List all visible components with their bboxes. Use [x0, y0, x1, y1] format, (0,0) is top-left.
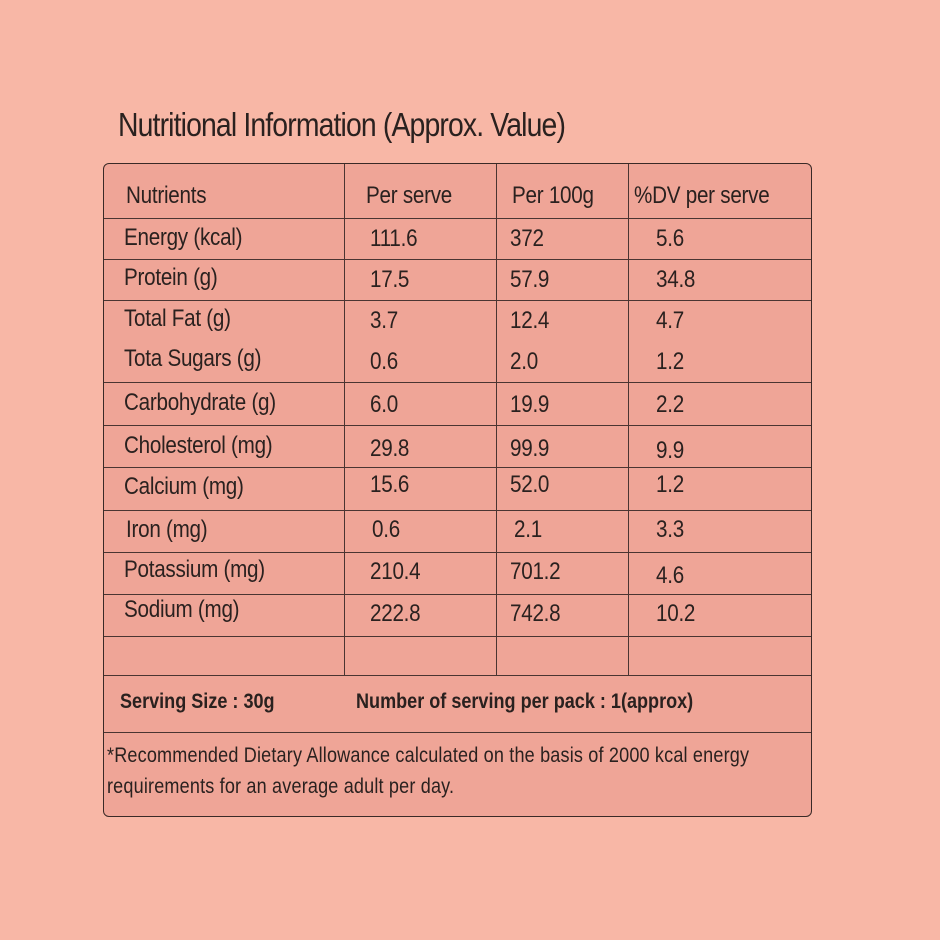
row-divider — [104, 382, 811, 383]
page-title: Nutritional Information (Approx. Value) — [118, 106, 566, 143]
per-serve-value: 111.6 — [370, 225, 418, 252]
dv-value: 10.2 — [656, 600, 696, 627]
row-divider — [104, 552, 811, 553]
per-100g-value: 99.9 — [510, 435, 550, 462]
per-serve-value: 29.8 — [370, 435, 410, 462]
dv-value: 34.8 — [656, 266, 696, 293]
nutrient-name: Calcium (mg) — [124, 473, 244, 500]
dv-value: 2.2 — [656, 391, 684, 418]
row-divider — [104, 594, 811, 595]
row-divider — [104, 218, 811, 219]
row-divider — [104, 425, 811, 426]
per-100g-value: 372 — [510, 225, 544, 252]
per-serve-value: 15.6 — [370, 471, 410, 498]
per-100g-value: 19.9 — [510, 391, 550, 418]
per-serve-value: 210.4 — [370, 558, 421, 585]
dv-value: 1.2 — [656, 348, 684, 375]
row-divider — [104, 732, 811, 733]
per-serve-value: 6.0 — [370, 391, 398, 418]
dv-value: 4.7 — [656, 307, 684, 334]
nutrient-name: Tota Sugars (g) — [124, 345, 262, 372]
nutrient-name: Potassium (mg) — [124, 556, 265, 583]
row-divider — [104, 510, 811, 511]
dietary-allowance-note: *Recommended Dietary Allowance calculated on the basis of 2000 kcal energy requirements for an average adult per day. — [107, 744, 750, 798]
per-100g-value: 52.0 — [510, 471, 550, 498]
column-divider — [496, 164, 497, 675]
nutrient-name: Cholesterol (mg) — [124, 432, 273, 459]
header-dv-per-serve: %DV per serve — [634, 182, 770, 209]
per-100g-value: 742.8 — [510, 600, 561, 627]
per-serve-value: 3.7 — [370, 307, 398, 334]
header-per-100g: Per 100g — [512, 182, 594, 209]
dv-value: 5.6 — [656, 225, 684, 252]
dv-value: 1.2 — [656, 471, 684, 498]
serving-size: Serving Size : 30g — [120, 690, 275, 713]
per-100g-value: 2.1 — [514, 516, 542, 543]
dv-value: 4.6 — [656, 562, 684, 589]
header-nutrients: Nutrients — [126, 182, 207, 209]
nutrient-name: Iron (mg) — [126, 516, 208, 543]
per-serve-value: 17.5 — [370, 266, 410, 293]
row-divider — [104, 675, 811, 676]
per-100g-value: 2.0 — [510, 348, 538, 375]
column-divider — [344, 164, 345, 675]
per-serve-value: 0.6 — [372, 516, 400, 543]
nutrient-name: Carbohydrate (g) — [124, 389, 276, 416]
row-divider — [104, 636, 811, 637]
per-100g-value: 57.9 — [510, 266, 550, 293]
nutrient-name: Sodium (mg) — [124, 596, 240, 623]
header-per-serve: Per serve — [366, 182, 453, 209]
per-100g-value: 701.2 — [510, 558, 561, 585]
per-serve-value: 222.8 — [370, 600, 421, 627]
column-divider — [628, 164, 629, 675]
dv-value: 3.3 — [656, 516, 684, 543]
nutrition-table — [103, 163, 812, 817]
row-divider — [104, 467, 811, 468]
row-divider — [104, 259, 811, 260]
per-100g-value: 12.4 — [510, 307, 550, 334]
per-serve-value: 0.6 — [370, 348, 398, 375]
row-divider — [104, 300, 811, 301]
servings-per-pack: Number of serving per pack : 1(approx) — [356, 690, 694, 713]
nutrient-name: Protein (g) — [124, 264, 218, 291]
nutrient-name: Energy (kcal) — [124, 224, 243, 251]
nutrient-name: Total Fat (g) — [124, 305, 231, 332]
dv-value: 9.9 — [656, 437, 684, 464]
